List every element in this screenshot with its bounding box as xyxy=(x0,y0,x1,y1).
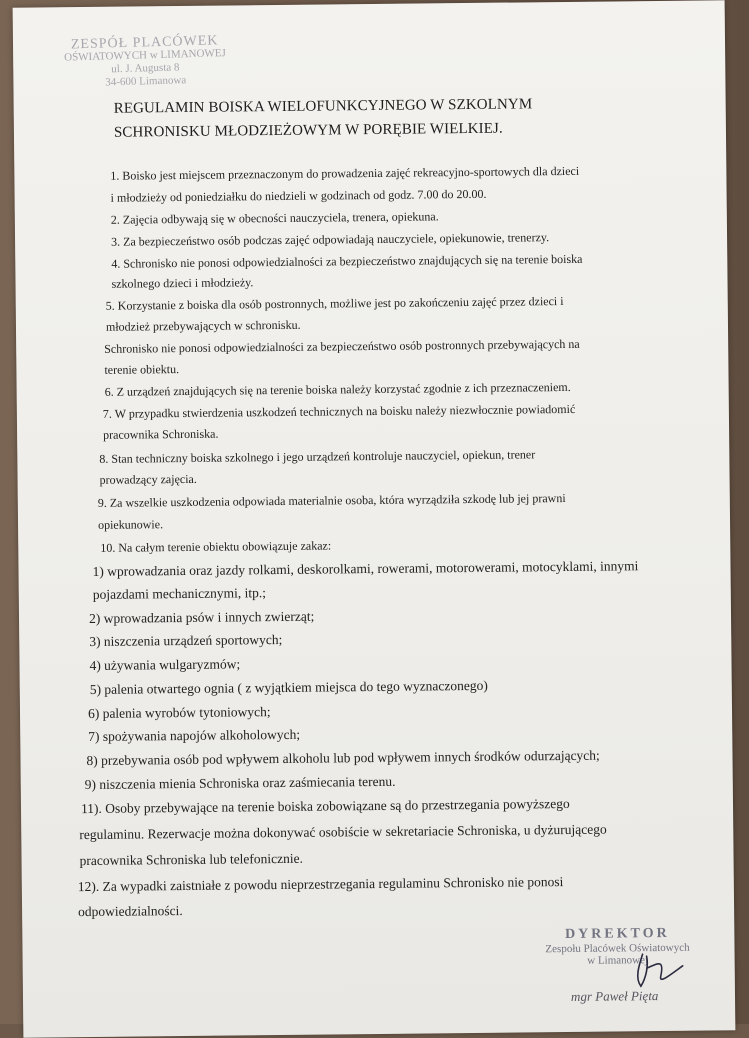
rule-line: 9. Za wszelkie uszkodzenia odpowiada materialnie osoba, która wyrządziła szkodę lub jej prawni xyxy=(97,490,566,510)
rule-line: 4) używania wulgaryzmów; xyxy=(89,656,241,673)
rule-line: 5) palenia otwartego ognia ( z wyjątkiem miejsca do tego wyznaczonego) xyxy=(89,677,488,697)
title-line-2: SCHRONISKU MŁODZIEŻOWYM W PORĘBIE WIELKIEJ. xyxy=(113,120,503,141)
rule-line: 8. Stan techniczny boiska szkolnego i jego urządzeń kontroluje nauczyciel, opiekun, trener xyxy=(99,447,536,466)
signatory-name: mgr Paweł Pięta xyxy=(570,988,659,1004)
stamp-line: OŚWIATOWYCH w LIMANOWEJ xyxy=(63,47,227,64)
stamp-line: ZESPÓŁ PLACÓWEK xyxy=(70,33,219,53)
rule-line: młodzież przebywających w schronisku. xyxy=(105,317,301,334)
rule-line: 9) niszczenia mienia Schroniska oraz zaśmiecania terenu. xyxy=(84,773,396,793)
stamp-line: 34-600 Limanowa xyxy=(105,74,187,89)
director-stamp-line: Zespołu Placówek Oświatowych xyxy=(545,941,690,956)
rule-line: 8) przebywania osób pod wpływem alkoholu lub pod wpływem innych środków odurzających; xyxy=(86,747,600,769)
rule-line: i młodzieży od poniedziałku do niedzieli w godzinach od godz. 7.00 do 20.00. xyxy=(110,186,487,205)
rule-line: terenie obiektu. xyxy=(104,362,180,377)
rule-line: prowadzący zajęcia. xyxy=(99,471,197,487)
rule-line: szkolnego dzieci i młodzieży. xyxy=(111,275,254,291)
rule-line: 12). Za wypadki zaistniałe z powodu nieprzestrzegania regulaminu Schronisko nie ponosi xyxy=(77,874,564,895)
rule-line: regulaminu. Rezerwacje można dokonywać osobiście w sekretariacie Schroniska, u dyżurującego xyxy=(79,821,607,843)
rule-line: 7) spożywania napojów alkoholowych; xyxy=(88,726,301,745)
title-line-1: REGULAMIN BOISKA WIELOFUNKCYJNEGO W SZKOLNYM xyxy=(113,96,533,117)
rule-line: 1) wprowadzania oraz jazdy rolkami, deskorolkami, rowerami, motorowerami, motocyklami, innymi xyxy=(92,558,639,579)
rule-line: 6) palenia wyrobów tytoniowych; xyxy=(87,704,271,722)
rule-line: Schronisko nie ponosi odpowiedzialności za bezpieczeństwo osób postronnych przebywających na xyxy=(104,336,580,356)
document-page xyxy=(13,0,736,1037)
rule-line: pracownika Schroniska lub telefonicznie. xyxy=(79,850,304,869)
handwritten-signature xyxy=(612,946,702,992)
rule-line: 3) niszczenia urządzeń sportowych; xyxy=(89,631,283,649)
rule-line: 7. W przypadku stwierdzenia uszkodzeń technicznych na boisku należy niezwłocznie powiadomić xyxy=(102,401,576,421)
director-stamp-line: w Limanowej xyxy=(587,954,649,967)
stamp-line: ul. J. Augusta 8 xyxy=(111,61,180,76)
rule-line: 1. Boisko jest miejscem przeznaczonym do prowadzenia zajęć rekreacyjno-sportowych dla dzieci xyxy=(110,163,580,183)
rules-list xyxy=(13,0,736,1037)
rule-line: 6. Z urządzeń znajdujących się na terenie boiska należy korzystać zgodnie z ich przeznaczeniem. xyxy=(104,379,571,399)
rule-line: 3. Za bezpieczeństwo osób podczas zajęć odpowiadają nauczyciele, opiekunowie, trenerzy. xyxy=(111,230,550,249)
rule-line: 2) wprowadzania psów i innych zwierząt; xyxy=(88,608,315,626)
rule-line: opiekunowie. xyxy=(97,517,164,532)
rule-line: odpowiedzialności. xyxy=(78,903,183,920)
rule-line: pojazdami mechanicznymi, itp.; xyxy=(92,585,267,602)
rule-line: 2. Zajęcia odbywają się w obecności nauczyciela, trenera, opiekuna. xyxy=(110,209,439,227)
director-title: DYREKTOR xyxy=(564,925,670,943)
rule-line: 11). Osoby przebywające na terenie boiska zobowiązane są do przestrzegania powyższego xyxy=(80,795,570,817)
rule-line: 5. Korzystanie z boiska dla osób postronnych, możliwe jest po zakończeniu zajęć przez dzieci i xyxy=(105,294,564,313)
rule-line: 10. Na całym terenie obiektu obowiązuje zakaz: xyxy=(100,538,332,555)
rule-line: 4. Schronisko nie ponosi odpowiedzialności za bezpieczeństwo znajdujących się na terenie boiska xyxy=(111,251,583,271)
rule-line: pracownika Schroniska. xyxy=(103,426,219,442)
